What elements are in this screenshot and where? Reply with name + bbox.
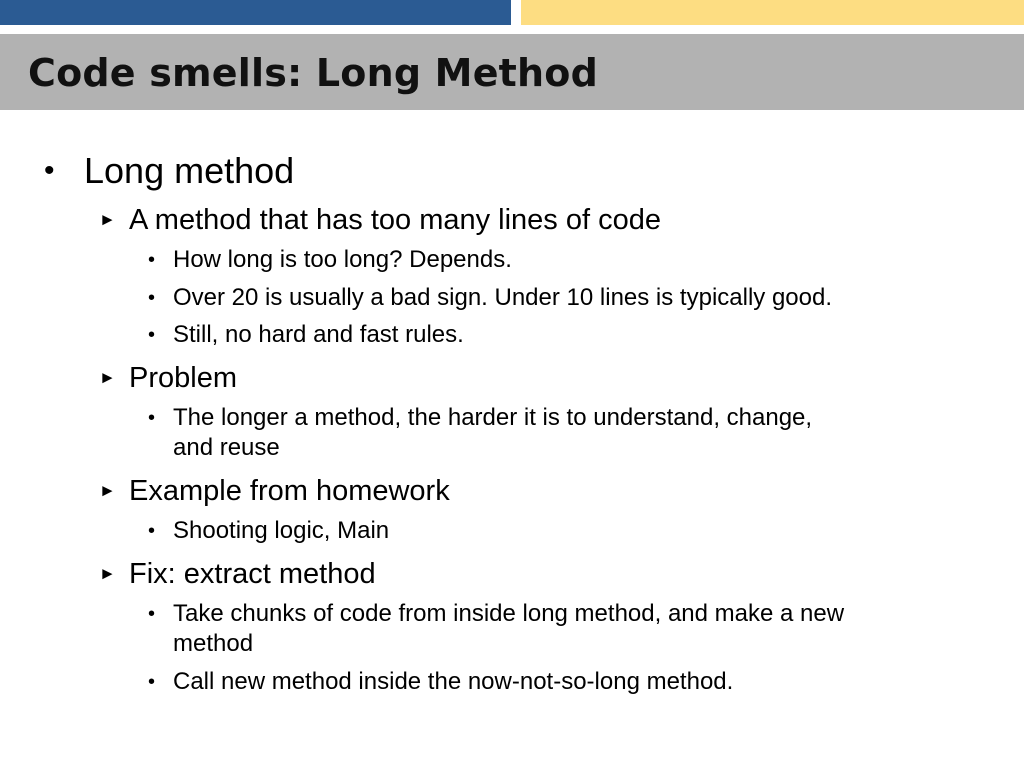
- sub-bullet-example: Example from homework: [129, 475, 450, 507]
- bullet-dot-icon: •: [148, 407, 156, 429]
- point-call-new-method: Call new method inside the now-not-so-long method.: [173, 668, 734, 695]
- point-take-chunks-line-1: Take chunks of code from inside long method, and make a new: [173, 600, 845, 627]
- bullet-dot-icon: •: [44, 154, 55, 187]
- point-no-rules: Still, no hard and fast rules.: [173, 321, 464, 348]
- bullet-dot-icon: •: [148, 671, 156, 693]
- sub-bullet-fix: Fix: extract method: [129, 558, 376, 590]
- top-band-yellow: [521, 0, 1024, 25]
- sub-bullet-definition: A method that has too many lines of code: [129, 204, 661, 236]
- point-longer-harder-line-1: The longer a method, the harder it is to understand, change,: [173, 404, 813, 431]
- bullet-dot-icon: •: [148, 324, 156, 346]
- bullet-dot-icon: •: [148, 603, 156, 625]
- arrow-bullet-icon: ►: [99, 368, 116, 387]
- arrow-bullet-icon: ►: [99, 481, 116, 500]
- point-shooting-logic: Shooting logic, Main: [173, 517, 390, 544]
- bullet-long-method: Long method: [84, 150, 295, 191]
- bullet-dot-icon: •: [148, 287, 156, 309]
- point-over-20: Over 20 is usually a bad sign. Under 10 lines is typically good.: [173, 284, 833, 311]
- arrow-bullet-icon: ►: [99, 210, 116, 229]
- arrow-bullet-icon: ►: [99, 564, 116, 583]
- sub-bullet-problem: Problem: [129, 362, 237, 394]
- slide-title: Code smells: Long Method: [28, 51, 598, 95]
- point-how-long: How long is too long? Depends.: [173, 246, 512, 273]
- bullet-dot-icon: •: [148, 520, 156, 542]
- point-take-chunks-line-2: method: [173, 630, 254, 657]
- top-band-blue: [0, 0, 511, 25]
- point-longer-harder-line-2: and reuse: [173, 434, 280, 461]
- bullet-dot-icon: •: [148, 249, 156, 271]
